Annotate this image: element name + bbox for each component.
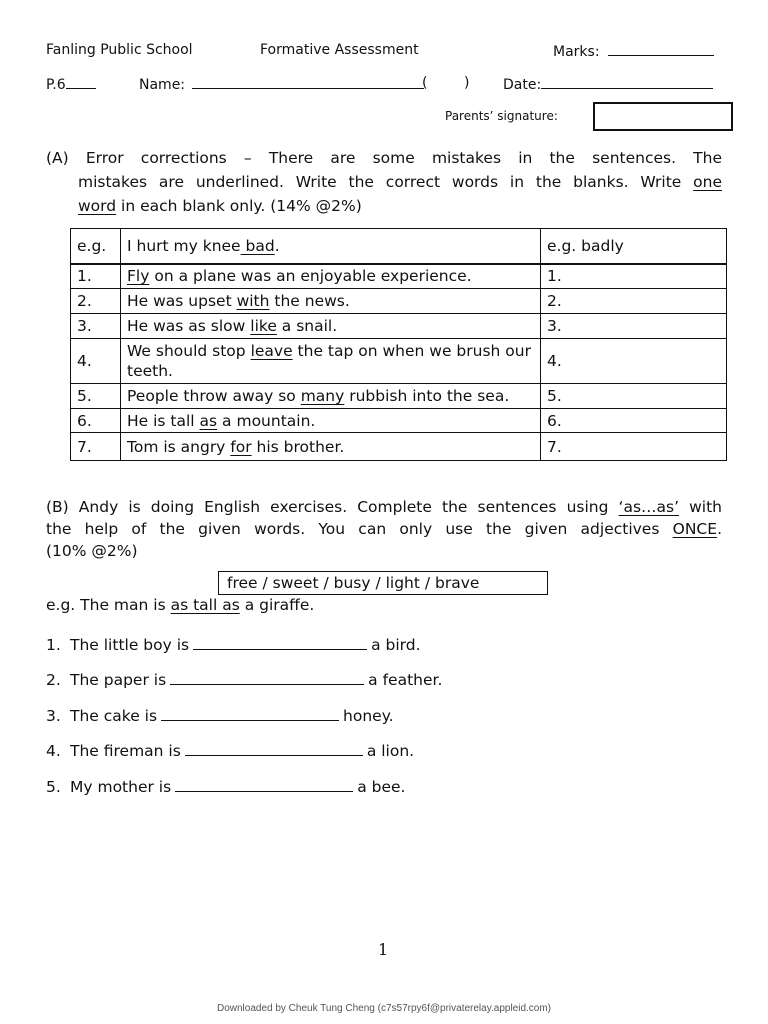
example-end: a giraffe. [239, 596, 315, 614]
parents-signature-label: Parents’ signature: [445, 109, 558, 123]
example-answer: e.g. badly [541, 229, 727, 264]
answer-blank[interactable] [193, 635, 367, 650]
table-row [71, 409, 727, 433]
question-number: 2. [46, 671, 61, 689]
section-a-line-1: (A) Error corrections – There are some mistakes in the sentences. The [46, 149, 722, 167]
date-label: Date: [503, 77, 542, 93]
section-a-line-2 [46, 170, 722, 194]
row-post: a snail. [276, 317, 338, 335]
question-number: 1. [46, 636, 61, 654]
date-field [503, 75, 713, 93]
section-a-line-3-text: in each blank only. (14% @2%) [116, 197, 362, 215]
question-number: 3. [46, 707, 61, 725]
section-b-line-2-end: . [717, 520, 722, 538]
table-row [71, 264, 727, 289]
row-sentence [121, 264, 541, 289]
section-a-underlined-word: word [78, 197, 117, 215]
row-underlined: like [250, 317, 277, 335]
section-a-line-3 [46, 194, 722, 218]
row-number: 4. [71, 339, 121, 384]
row-pre: He was upset [127, 292, 237, 310]
row-number: 5. [71, 384, 121, 409]
marks-blank [608, 42, 714, 56]
row-post: the tap on when we brush our teeth. [127, 342, 531, 380]
section-b-example [46, 596, 314, 614]
section-a-line-2-text: mistakes are underlined. Write the correct words in the blanks. Write [78, 173, 694, 191]
row-number: 6. [71, 409, 121, 433]
question-post: a bird. [371, 636, 421, 654]
class-blank [66, 75, 96, 89]
example-underlined: bad [240, 236, 275, 255]
class-field [46, 75, 96, 93]
row-number: 2. [71, 289, 121, 314]
question-post: a feather. [368, 671, 443, 689]
section-b-underlined-once: ONCE [672, 520, 718, 538]
row-pre: People throw away so [127, 387, 301, 405]
marks-label: Marks: [553, 44, 600, 60]
question-pre: The paper is [70, 671, 167, 689]
row-post: the news. [269, 292, 350, 310]
row-underlined: as [199, 411, 218, 430]
table-row-example [71, 229, 727, 264]
row-number: 7. [71, 433, 121, 461]
row-answer-blank[interactable]: 4. [541, 339, 727, 384]
example-pre: I hurt my knee [127, 236, 241, 255]
row-underlined: Fly [127, 267, 150, 286]
assessment-title: Formative Assessment [260, 42, 419, 58]
row-underlined: for [230, 437, 252, 456]
row-answer-blank[interactable]: 1. [541, 264, 727, 289]
question-pre: The fireman is [70, 742, 181, 760]
section-a-instructions [46, 146, 722, 218]
row-post: a mountain. [217, 411, 316, 430]
given-words-box: free / sweet / busy / light / brave [218, 571, 548, 595]
question-item [46, 670, 442, 689]
row-sentence [121, 384, 541, 409]
page-number: 1 [378, 940, 389, 959]
school-name: Fanling Public School [46, 42, 193, 58]
row-post: rubbish into the sea. [344, 387, 510, 405]
question-number: 4. [46, 742, 61, 760]
marks-field [553, 42, 714, 60]
example-text: e.g. The man is [46, 596, 171, 614]
question-post: honey. [343, 707, 394, 725]
error-correction-table [70, 228, 727, 461]
row-sentence [121, 289, 541, 314]
section-b-line-1-end: with [679, 498, 723, 516]
answer-blank[interactable] [161, 706, 339, 721]
row-sentence [121, 433, 541, 461]
class-number-paren-open: ( [422, 75, 428, 91]
question-post: a lion. [366, 742, 415, 760]
row-post: on a plane was an enjoyable experience. [149, 267, 472, 286]
section-b-line-3: (10% @2%) [46, 542, 138, 560]
section-b-line-1-text: (B) Andy is doing English exercises. Complete the sentences using [46, 498, 619, 516]
table-row [71, 384, 727, 409]
question-item [46, 741, 414, 760]
row-pre: We should stop [127, 342, 251, 360]
question-pre: My mother is [70, 778, 172, 796]
section-b-line-2-text: the help of the given words. You can only use the given adjectives [46, 520, 673, 538]
example-number: e.g. [71, 229, 121, 264]
example-underlined-answer: as tall as [170, 596, 240, 614]
row-post: his brother. [251, 437, 345, 456]
row-pre: Tom is angry [127, 437, 231, 456]
class-label: P.6 [46, 77, 66, 93]
table-row [71, 433, 727, 461]
question-item [46, 777, 405, 796]
example-post: . [274, 236, 280, 255]
question-number: 5. [46, 778, 61, 796]
row-pre: He is tall [127, 411, 200, 430]
section-b-underlined-as-as: ‘as…as’ [618, 498, 680, 516]
row-underlined: leave [250, 342, 293, 360]
question-pre: The cake is [70, 707, 158, 725]
section-b-line-2 [46, 518, 722, 540]
row-pre: He was as slow [127, 317, 251, 335]
download-footer: Downloaded by Cheuk Tung Cheng (c7s57rpy6f@privaterelay.appleid.com) [216, 1003, 552, 1014]
row-answer-blank[interactable]: 7. [541, 433, 727, 461]
question-post: a bee. [357, 778, 406, 796]
question-pre: The little boy is [70, 636, 190, 654]
row-answer-blank[interactable]: 6. [541, 409, 727, 433]
row-sentence [121, 339, 541, 384]
table-row [71, 339, 727, 384]
example-sentence [121, 229, 541, 264]
row-sentence [121, 409, 541, 433]
table-row [71, 314, 727, 339]
name-field [139, 75, 424, 93]
section-a-underlined-one: one [693, 173, 722, 191]
row-number: 1. [71, 264, 121, 289]
date-blank [541, 75, 713, 89]
section-b-instructions [46, 496, 722, 562]
row-answer-blank[interactable]: 3. [541, 314, 727, 339]
row-underlined: with [236, 292, 270, 310]
question-item [46, 635, 421, 654]
name-label: Name: [139, 77, 186, 93]
section-b-line-1 [46, 496, 722, 518]
row-sentence [121, 314, 541, 339]
name-blank [192, 75, 424, 89]
answer-blank[interactable] [175, 777, 353, 792]
row-answer-blank[interactable]: 2. [541, 289, 727, 314]
row-underlined: many [300, 387, 345, 405]
row-answer-blank[interactable]: 5. [541, 384, 727, 409]
class-number-paren-close: ) [464, 75, 470, 91]
answer-blank[interactable] [185, 741, 363, 756]
table-row [71, 289, 727, 314]
row-number: 3. [71, 314, 121, 339]
question-item [46, 706, 394, 725]
answer-blank[interactable] [170, 670, 364, 685]
parents-signature-box [593, 102, 733, 131]
